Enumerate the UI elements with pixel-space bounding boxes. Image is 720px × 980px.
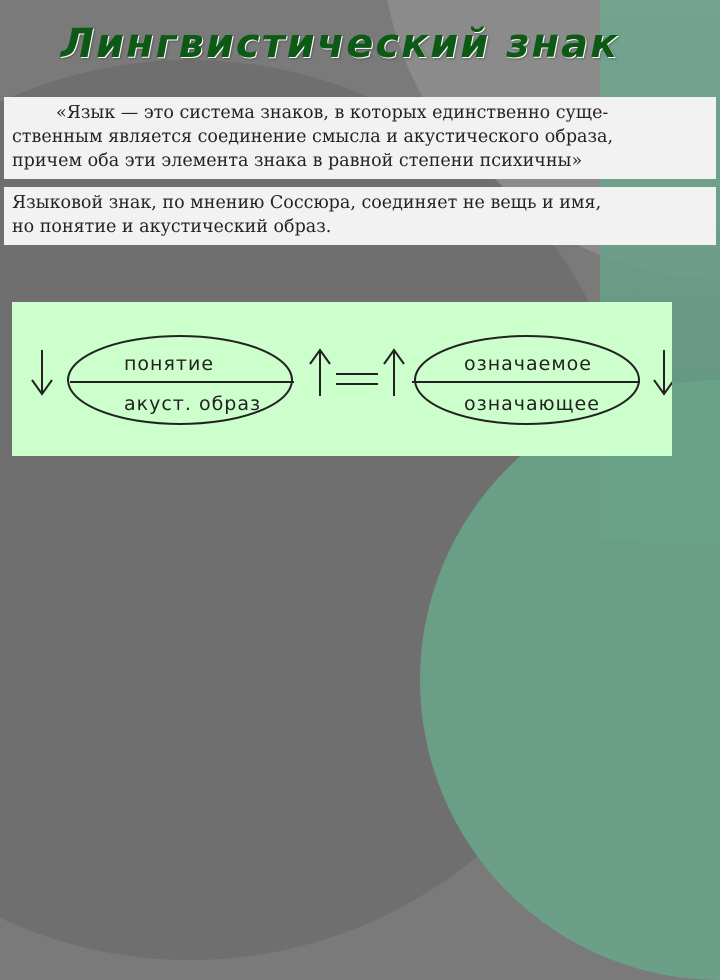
quote-box-saussure — [4, 97, 716, 179]
quote-line: «Язык — это система знаков, в которых единственно суще- — [56, 103, 609, 123]
left-oval-top-label: понятие — [124, 353, 215, 375]
left-oval-bottom-label: акуст. образ — [124, 393, 262, 415]
definition-line: Языковой знак, по мнению Соссюра, соединяет не вещь и имя, — [12, 193, 602, 213]
left-up-arrow-icon — [310, 350, 330, 396]
equals-icon — [336, 374, 378, 384]
sign-diagram — [12, 302, 672, 456]
left-down-arrow-icon — [32, 350, 52, 394]
definition-line: но понятие и акустический образ. — [12, 217, 332, 237]
quote-line: причем оба эти элемента знака в равной степени психичны» — [12, 151, 583, 171]
right-down-arrow-icon — [654, 350, 672, 394]
right-up-arrow-icon — [384, 350, 404, 396]
quote-box-definition — [4, 187, 716, 245]
sign-diagram-drawing — [12, 302, 672, 456]
slide-title: Лингвистический знак — [60, 21, 620, 67]
right-oval-bottom-label: означающее — [464, 393, 600, 415]
quote-line: ственным является соединение смысла и акустического образа, — [12, 127, 614, 147]
right-oval-top-label: означаемое — [464, 353, 592, 375]
